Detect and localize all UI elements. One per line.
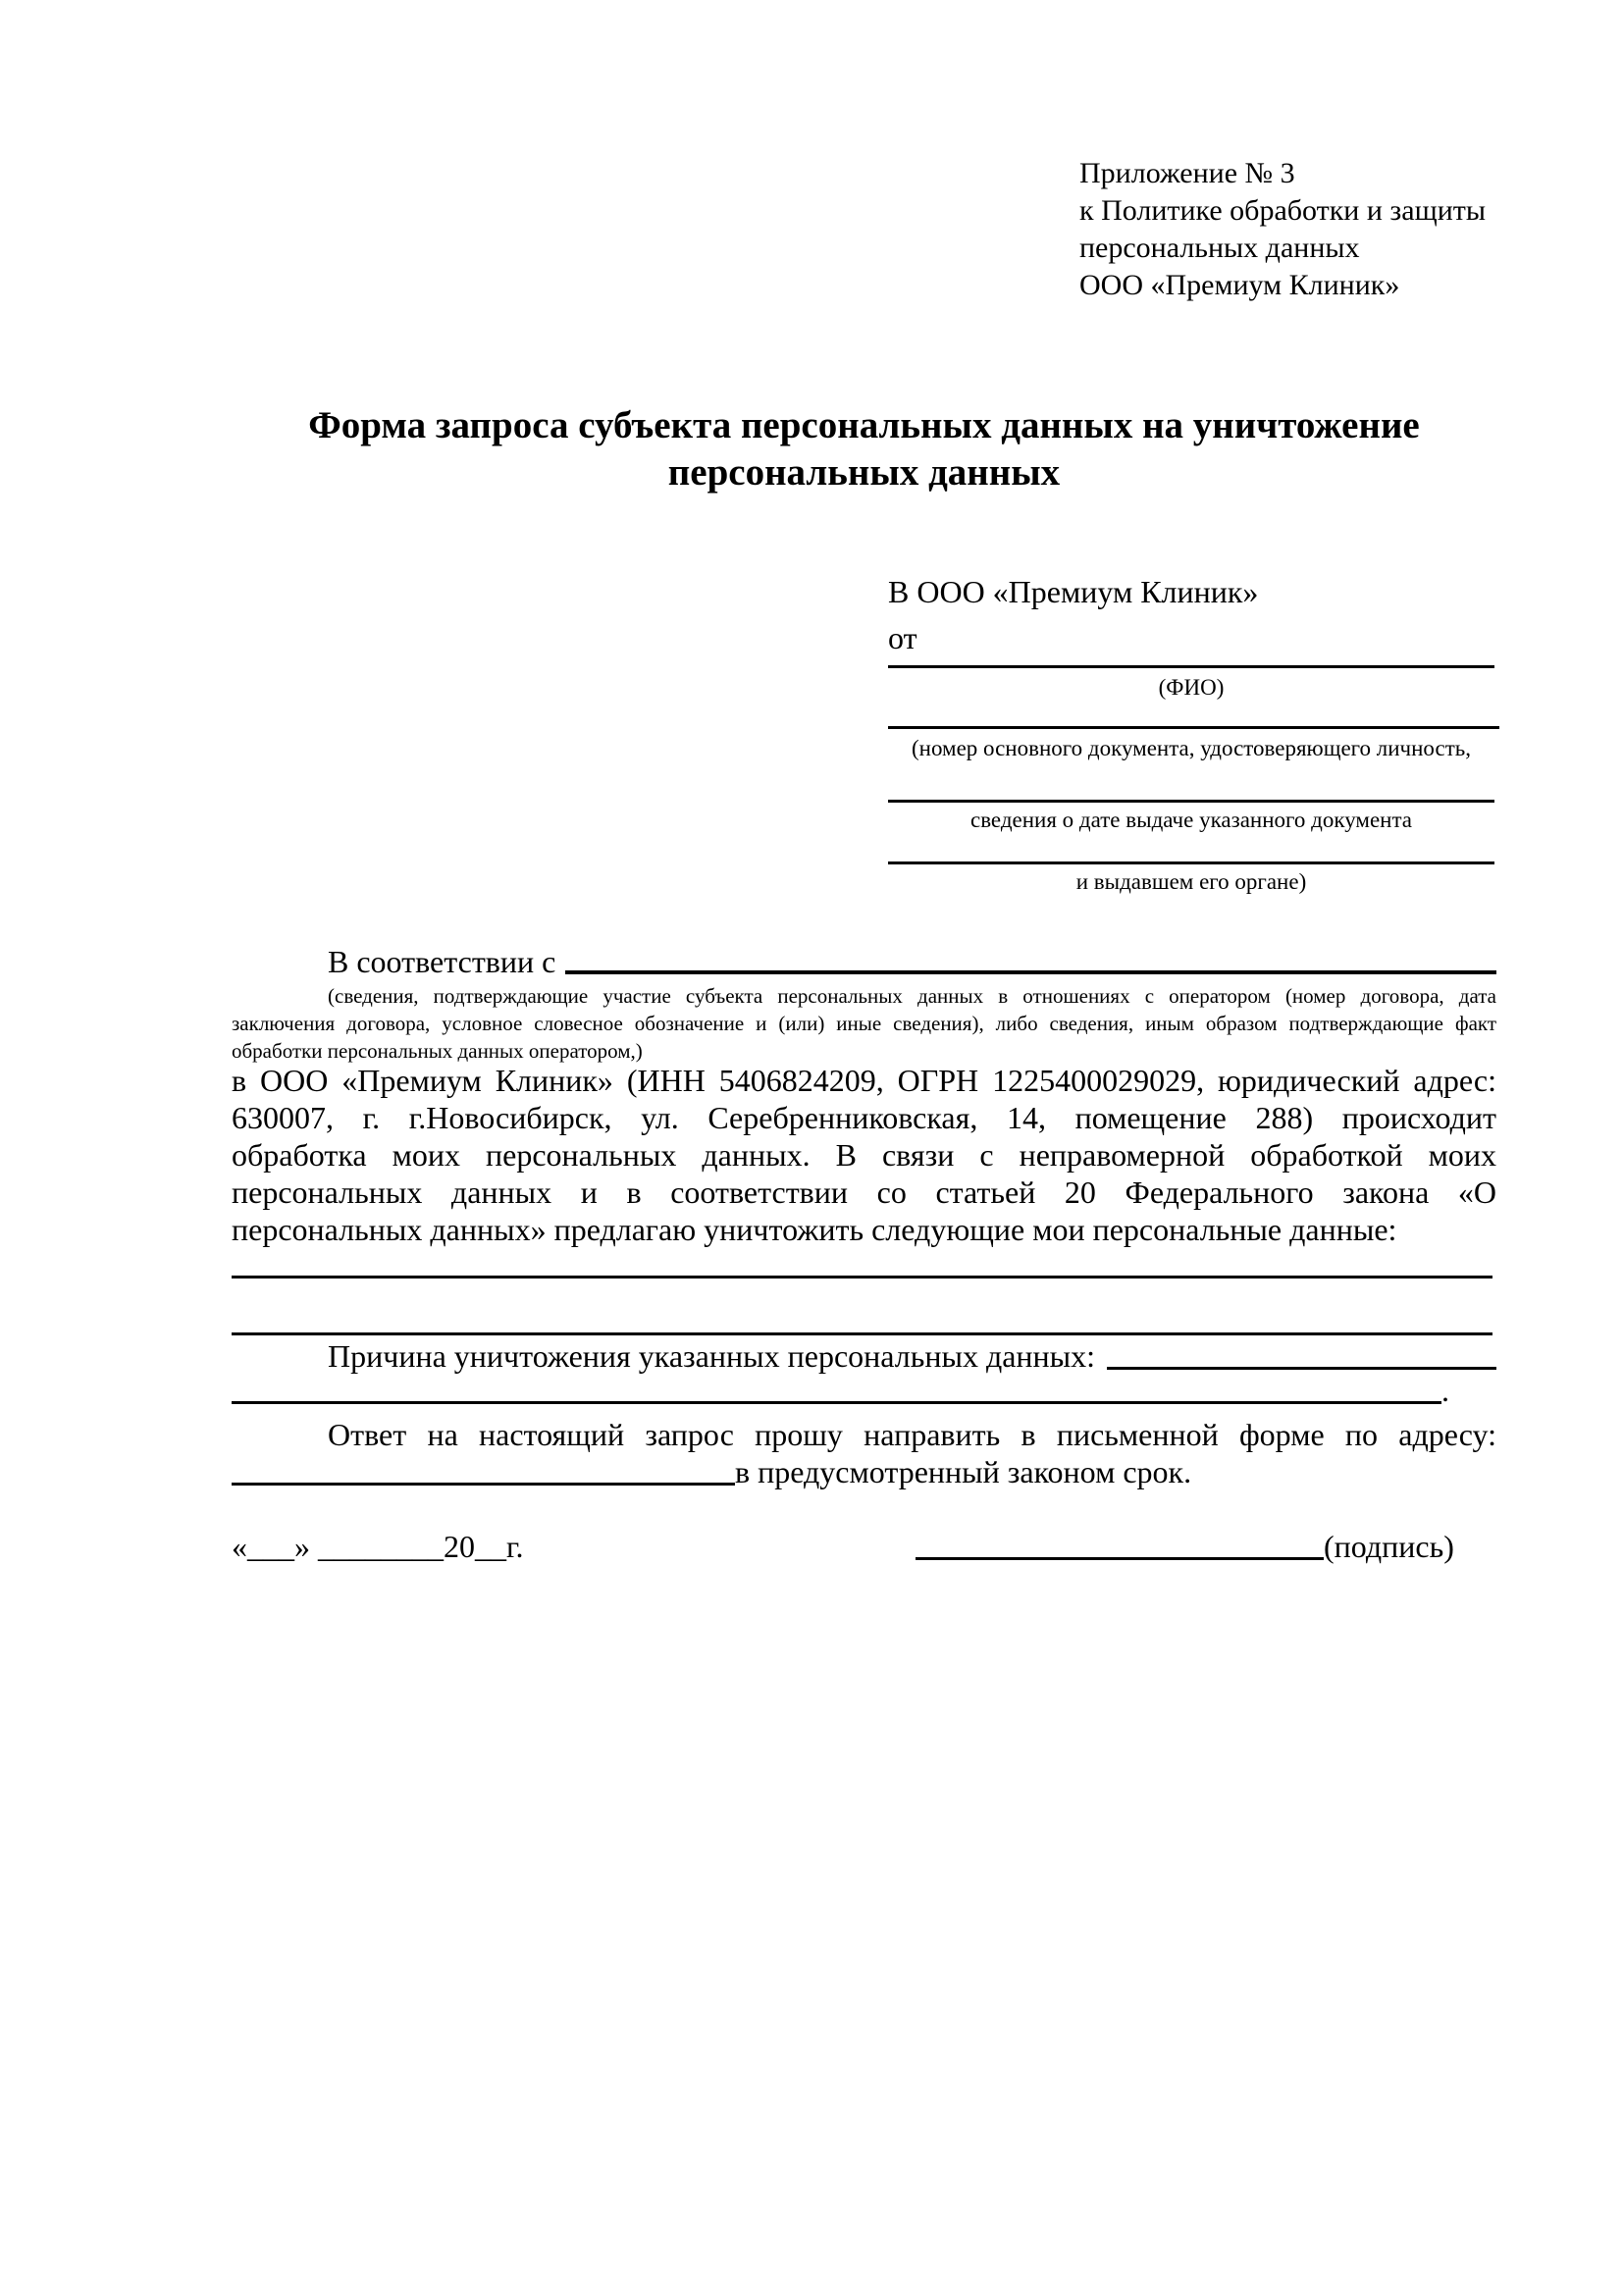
main-paragraph-line2: 630007, г. г.Новосибирск, ул. Серебренниковская, 14, помещение 288) происходит bbox=[232, 1100, 1496, 1135]
document-number-caption: (номер основного документа, удостоверяющего личность, bbox=[911, 736, 1471, 760]
policy-reference-line2: персональных данных bbox=[1079, 232, 1360, 264]
accordance-field-line[interactable] bbox=[565, 970, 1496, 974]
signature-caption: (подпись) bbox=[1324, 1529, 1454, 1564]
issuing-authority-field-line[interactable] bbox=[888, 861, 1494, 864]
signature-row bbox=[916, 1528, 1454, 1565]
main-paragraph-line1: в ООО «Премиум Клиник» (ИНН 5406824209, ОГРН 1225400029029, юридический адрес: bbox=[232, 1063, 1496, 1098]
sentence-period: . bbox=[1441, 1373, 1449, 1408]
document-number-field-line[interactable] bbox=[888, 726, 1499, 729]
main-paragraph-line4: персональных данных и в соответствии со статьей 20 Федерального закона «О bbox=[232, 1174, 1496, 1210]
policy-reference-line1: к Политике обработки и защиты bbox=[1079, 194, 1487, 227]
addressee-from-label: от bbox=[888, 620, 917, 655]
fine-print bbox=[232, 982, 1496, 1065]
accordance-prefix: В соответствии с bbox=[328, 944, 556, 979]
issue-date-caption: сведения о дате выдаче указанного документа bbox=[969, 808, 1413, 832]
answer-row bbox=[232, 1416, 1496, 1453]
appendix-number: Приложение № 3 bbox=[1079, 157, 1295, 189]
reason-row bbox=[232, 1337, 1496, 1375]
personal-data-field-line2[interactable] bbox=[232, 1332, 1492, 1335]
addressee-to: В ООО «Премиум Клиник» bbox=[888, 574, 1259, 609]
appendix-header bbox=[1079, 155, 1486, 304]
fine-print-line1: (сведения, подтверждающие участие субъекта персональных данных в отношениях с оператором (номер договора, дата bbox=[328, 984, 1496, 1008]
answer-sentence: Ответ на настоящий запрос прошу направить в письменной форме по адресу: bbox=[328, 1417, 1496, 1452]
fio-caption: (ФИО) bbox=[1158, 675, 1225, 700]
personal-data-field-line1[interactable] bbox=[232, 1276, 1492, 1278]
document-title bbox=[232, 402, 1496, 496]
fio-field-line[interactable] bbox=[888, 665, 1494, 668]
date-template[interactable]: «___» ________20__г. bbox=[232, 1529, 524, 1564]
main-paragraph-line3: обработка моих персональных данных. В связи с неправомерной обработкой моих bbox=[232, 1137, 1496, 1173]
fine-print-line3: обработки персональных данных оператором,) bbox=[232, 1039, 643, 1063]
reason-field-line2[interactable] bbox=[232, 1401, 1441, 1404]
document-title-line2: персональных данных bbox=[667, 451, 1061, 494]
term-text: в предусмотренный законом срок. bbox=[735, 1454, 1192, 1489]
main-paragraph bbox=[232, 1062, 1496, 1248]
organization-name: ООО «Премиум Клиник» bbox=[1079, 269, 1400, 301]
issue-date-field-line[interactable] bbox=[888, 800, 1494, 803]
accordance-row bbox=[232, 943, 1496, 980]
address-field-line[interactable] bbox=[232, 1483, 735, 1486]
reason-continuation-row bbox=[232, 1372, 1496, 1409]
document-title-line1: Форма запроса субъекта персональных данных на уничтожение bbox=[308, 404, 1420, 446]
reason-label: Причина уничтожения указанных персональных данных: bbox=[328, 1338, 1096, 1374]
reason-field-line[interactable] bbox=[1107, 1367, 1496, 1370]
issuing-authority-caption: и выдавшем его органе) bbox=[1075, 869, 1307, 894]
fine-print-line2: заключения договора, условное словесное обозначение и (или) иные сведения), либо сведения, иным образом подтверждающие факт bbox=[232, 1012, 1496, 1035]
main-paragraph-line5: персональных данных» предлагаю уничтожить следующие мои персональные данные: bbox=[232, 1212, 1397, 1247]
term-row bbox=[232, 1453, 1496, 1490]
signature-field-line[interactable] bbox=[916, 1557, 1324, 1560]
